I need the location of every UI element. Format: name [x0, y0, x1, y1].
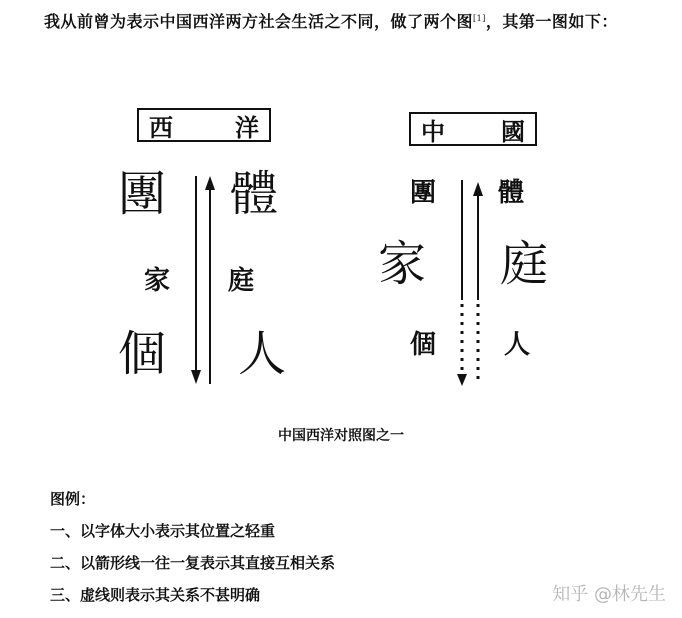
- legend-item-3: 三、虚线则表示其关系不甚明确: [50, 586, 261, 604]
- legend-title: 图例：: [50, 490, 96, 508]
- intro-text: 我从前曾为表示中国西洋两方社会生活之不同，做了两个图: [44, 12, 474, 31]
- china-char-tuan: 團: [410, 178, 437, 208]
- intro-text-after: ，其第一图如下：: [485, 12, 618, 31]
- china-up-arrowhead: [473, 182, 483, 196]
- footnote-ref[interactable]: [1]: [473, 14, 486, 23]
- china-char-ti: 體: [498, 178, 525, 208]
- west-char-ren: 人: [238, 326, 287, 382]
- west-char-jia: 家: [144, 266, 171, 296]
- west-char-ting: 庭: [228, 266, 255, 296]
- west-char-tuan: 團: [118, 166, 167, 222]
- west-char-ge: 個: [118, 326, 167, 382]
- china-down-arrowhead: [457, 374, 467, 386]
- diagram-caption: 中国西洋对照图之一: [278, 428, 404, 444]
- china-char-ge: 個: [410, 330, 437, 360]
- west-label-right: 洋: [235, 112, 259, 142]
- china-char-jia: 家: [378, 236, 427, 292]
- china-label-right: 國: [501, 116, 525, 146]
- west-up-arrowhead: [205, 176, 215, 190]
- west-down-arrowhead: [191, 370, 201, 384]
- legend-item-1: 一、以字体大小表示其位置之轻重: [50, 522, 276, 540]
- watermark: 知乎 @林先生: [552, 584, 666, 605]
- west-char-ti: 體: [230, 166, 279, 222]
- legend-item-2: 二、以箭形线一往一复表示其直接互相关系: [50, 554, 336, 572]
- china-char-ren: 人: [504, 330, 531, 360]
- china-label-left: 中: [421, 116, 445, 146]
- west-label-left: 西: [149, 112, 173, 142]
- china-char-ting: 庭: [500, 236, 549, 292]
